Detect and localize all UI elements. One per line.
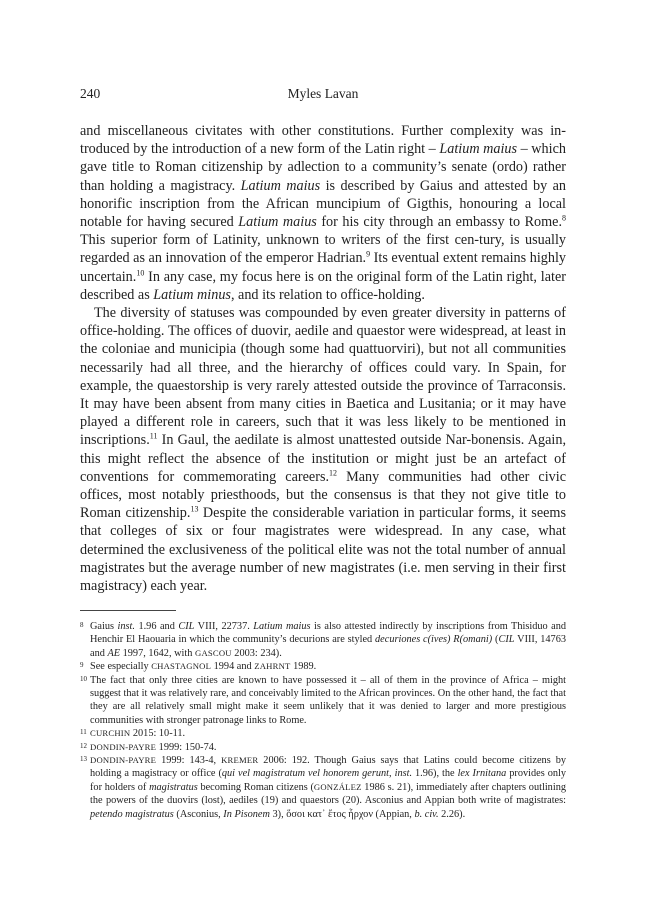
footnote-text: Gaius inst. 1.96 and CIL VIII, 22737. Latium maius is also attested indirectly by inscriptions from Thisiduo and Henchir El Haouaria in which the community’s decurions are styled decuriones c(ives) R(omani) (CIL VIII, 14763 and AE 1997, 1642, with GASCOU 2003: 234). — [90, 621, 567, 659]
italic-text: Latium maius — [253, 621, 311, 632]
footnote-ref[interactable]: 13 — [190, 504, 199, 514]
author-name: ZAHRNT — [254, 661, 291, 672]
paragraph-1: and miscellaneous civitates with other constitutions. Further complexity was in-troduced by the introduction of a new form of the Latin right – Latium maius – which gave title to Roman citizenship by adlection to a community’s senate (ordo) rather than holding a magistracy. Latium maius is described by Gaius and attested by an honorific inscription from the African muncipium of Gigthis, honouring a local notable for having secured Latium maius for his city through an embassy to Rome.$^8$ This superior form of Latinity, unknown to writers of the first cen-tury, is usually regarded as an innovation of the emperor Hadrian.$^9$ Its eventual extent remains highly uncertain.$^{10}$ In any case, my focus here is on the original form of the Latin right, later described as Latium minus, and its relation to office-holding. — [80, 123, 567, 303]
footnote-text: See especially CHASTAGNOL 1994 and ZAHRNT 1989. — [90, 661, 317, 673]
italic-text: qui vel magistratum vel honorem gerunt — [221, 768, 390, 780]
footnote-ref[interactable]: 10 — [136, 267, 145, 277]
footnote-11 — [80, 727, 566, 740]
footnote-text: DONDIN-PAYRE 1999: 150-74. — [90, 741, 217, 753]
italic-text: Latium maius — [238, 214, 317, 231]
footnote-number: 13 — [80, 755, 87, 764]
footnote-9 — [80, 660, 566, 673]
italic-text: Latium maius — [240, 177, 321, 194]
footnote-separator — [80, 610, 176, 611]
footnote-text: DONDIN-PAYRE 1999: 143-4, KREMER 2006: 192. Though Gaius says that Latins could become citizens by holding a magistracy or office (qui vel magistratum vel honorem gerunt, inst. 1.96), the lex Irnitana provides only for holders of magistratus becoming Roman citizens (GONZÁLEZ 1986 s. 21), immediately after chapters outlining the powers of the duovirs (lost), aediles (19) and quaestors (20). Asconius and Appian both write of magistrates: petendo magistratus (Asconius, In Pisonem 3), ὅσοι κατ᾽ ἔτος ἦρχον (Appian, b. civ. 2.26). — [90, 755, 566, 820]
italic-text: AE — [107, 647, 121, 659]
footnote-ref[interactable]: 9 — [366, 249, 371, 259]
footnote-10 — [80, 674, 566, 728]
italic-text: Latium maius — [439, 141, 518, 158]
footnote-number: 12 — [80, 741, 87, 750]
footnote-12 — [80, 741, 566, 754]
page-number: 240 — [80, 86, 101, 101]
italic-text: CIL — [498, 634, 515, 646]
author-name: CHASTAGNOL — [151, 661, 212, 672]
page-header — [80, 86, 566, 104]
footnote-number: 9 — [80, 661, 84, 670]
main-text — [80, 122, 566, 595]
italic-text: lex Irnitana — [457, 768, 507, 780]
footnote-number: 10 — [80, 674, 87, 683]
footnote-ref[interactable]: 8 — [562, 213, 567, 223]
author-name: GASCOU — [195, 647, 232, 658]
footnote-ref[interactable]: 11 — [149, 431, 158, 441]
running-head-author: Myles Lavan — [287, 86, 359, 101]
author-name: GONZÁLEZ — [313, 781, 362, 792]
paragraph-2: The diversity of statuses was compounded by even greater diversity in patterns of office-holding. The offices of duovir, aedile and quaestor were widespread, at least in the coloniae and municipia (though some had quattuorviri), but not all communities necessarily had all three, and the hierarchy of offices could vary. In Spain, for example, the quaestorship is very rarely attested outside the province of Tarraconsis. It may have been absent from many cities in Baetica and Lusitania; or it may have played a different role in careers, such that it was less likely to be mentioned in inscriptions.$^{11}$ In Gaul, the aedilate is almost unattested outside Nar-bonensis. Again, this might reflect the absence of the institution or might just be an artefact of conventions for commemorating careers.$^{12}$ Many communities had other civic offices, most notably priesthoods, but the consensus is that they not give title to Roman citizenship.$^{13}$ Despite the considerable variation in particular forms, it seems that colleges of six or four magistrates were widespread. In any case, what determined the exclusiveness of the political elite was not the total number of annual magistrates but the average number of new magistrates (i.e. men serving in their first magistracy) each year. — [80, 305, 566, 595]
author-name: DONDIN-PAYRE — [90, 741, 157, 752]
footnote-number: 11 — [80, 728, 87, 737]
author-name: CURCHIN — [90, 728, 131, 739]
italic-text: inst. — [394, 768, 413, 780]
italic-text: petendo magistratus — [90, 808, 174, 820]
italic-text: CIL — [178, 621, 195, 632]
footnote-text: CURCHIN 2015: 10-11. — [90, 728, 186, 740]
footnote-number: 8 — [80, 621, 84, 629]
italic-text: Latium minus — [153, 286, 231, 303]
italic-text: In Pisonem — [223, 808, 270, 820]
italic-text: decuriones c(ives) R(omani) — [375, 634, 493, 646]
author-name: KREMER — [221, 755, 259, 766]
italic-text: inst. — [117, 621, 135, 632]
footnote-ref[interactable]: 12 — [329, 468, 338, 478]
footnotes — [80, 620, 566, 821]
footnote-text: The fact that only three cities are known to have possessed it – all of them in the province of Africa – might suggest that it was relatively rare, and conceivably limited to the African provinces. On the other hand, the fact that they are all relatively small might make it seem unlikely that it was denied to larger and more prestigious communities with stronger patronage links to Rome. — [90, 674, 566, 726]
italic-text: b. civ. — [414, 808, 439, 820]
author-name: DONDIN-PAYRE — [90, 755, 157, 766]
footnote-8 — [80, 620, 566, 660]
footnote-13 — [80, 754, 566, 821]
italic-text: magistratus — [149, 781, 198, 793]
